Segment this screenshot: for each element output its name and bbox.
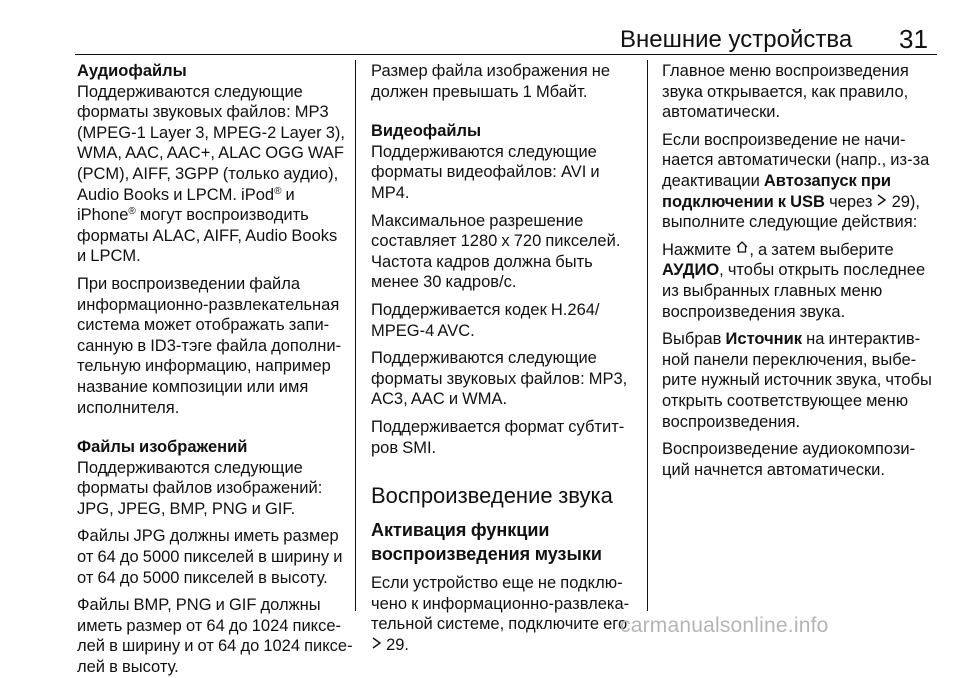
text-line: рите нужный источник звука, чтобы [662, 371, 932, 390]
activation-heading [371, 518, 634, 566]
subsection-line: Активация функции [371, 520, 550, 541]
text-span: могут воспроизводить [135, 206, 309, 225]
text-line: WMA, AAC, AAC+, ALAC OGG WAF [77, 144, 344, 163]
text-line: Файлы JPG должны иметь размер [77, 527, 339, 546]
text-line: от 64 до 5000 пикселей в ширину и [77, 548, 343, 567]
text-line: лей в ширину и от 64 до 1024 пиксе- [77, 637, 353, 656]
video-audio-paragraph [371, 348, 634, 410]
text-line: Файлы BMP, PNG и GIF должны [77, 596, 321, 615]
main-menu-paragraph [662, 61, 937, 123]
text-line: воспроизведения. [662, 412, 801, 431]
registered-mark: ® [274, 185, 282, 197]
text-line: ной панели переключения, выбе- [662, 350, 917, 369]
text-line: от 64 до 5000 пикселей в высоту. [77, 568, 328, 587]
id3-paragraph [77, 274, 345, 418]
text-line [662, 240, 937, 261]
text-line: AC3, AAC и WMA. [371, 390, 508, 409]
video-formats-paragraph [371, 142, 634, 204]
page-title: Внешние устройства [620, 26, 853, 53]
text-line: информационно-развлекательная [77, 295, 340, 314]
text-line: (PCM), AIFF, 3GPP (только аудио), [77, 164, 339, 183]
text-span: через [824, 192, 877, 211]
text-line: лей в высоту. [77, 658, 179, 677]
text-line: автоматически. [662, 103, 781, 122]
text-line: Частота кадров должна быть [371, 252, 593, 271]
text-line [662, 260, 937, 281]
subsection-line: воспроизведения музыки [371, 544, 602, 565]
setting-name: Автозапуск при [763, 171, 892, 190]
setting-name: подключении к USB [662, 192, 825, 211]
connect-paragraph [371, 573, 634, 655]
text-line: и LPCM. [77, 247, 141, 266]
text-line: Если устройство еще не подклю- [371, 574, 623, 593]
text-line: форматы файлов изображений: [77, 479, 323, 498]
page-reference[interactable]: 29. [382, 635, 410, 654]
text-line: Максимальное разрешение [371, 211, 584, 230]
text-line: Если воспроизведение не начи- [662, 130, 906, 149]
text-span: деактивации [662, 171, 764, 190]
source-paragraph [662, 329, 937, 432]
page-number: 31 [899, 24, 928, 54]
arrow-ref-icon[interactable] [876, 194, 887, 208]
home-icon [735, 240, 749, 256]
image-formats-paragraph [77, 458, 345, 520]
text-line: тельную информацию, например [77, 357, 331, 376]
text-span: , чтобы открыть последнее [719, 261, 926, 280]
text-line: должен превышать 1 Мбайт. [371, 82, 588, 101]
text-line: Поддерживаются следующие [371, 142, 597, 161]
registered-mark: ® [128, 206, 136, 218]
text-line: Главное меню воспроизведения [662, 62, 909, 80]
text-line: чено к информационно-развлека- [371, 594, 630, 613]
column-divider-2 [647, 60, 648, 611]
column-2 [371, 61, 634, 655]
text-line: форматы ALAC, AIFF, Audio Books [77, 226, 338, 245]
section-heading: Воспроизведение звука [371, 483, 613, 509]
text-line [662, 171, 937, 192]
text-line: тельной системе, подключите его [371, 615, 628, 634]
text-span: Выбрав [662, 330, 726, 349]
column-3 [662, 61, 937, 480]
image-size-paragraph [371, 61, 634, 102]
text-span: и [281, 185, 295, 204]
text-line: форматы звуковых файлов: MP3 [77, 103, 329, 122]
text-line: нается автоматически (напр., из-за [662, 151, 930, 170]
text-line: Поддерживаются следующие [371, 349, 597, 368]
text-line: (MPEG-1 Layer 3, MPEG-2 Layer 3), [77, 123, 346, 142]
text-line: из выбранных главных меню [662, 281, 883, 300]
codec-paragraph [371, 300, 634, 341]
jpg-size-paragraph [77, 526, 345, 588]
image-files-heading: Файлы изображений [77, 438, 248, 457]
text-line: Поддерживается кодек H.264/ [371, 300, 600, 319]
text-line: Размер файла изображения не [371, 62, 611, 80]
subtitle-paragraph [371, 417, 634, 458]
autoplay-paragraph [662, 439, 937, 480]
text-line: название композиции или имя [77, 377, 309, 396]
text-line [77, 205, 345, 226]
text-span: iPhone [77, 206, 129, 225]
text-line: иметь размер от 64 до 1024 пиксе- [77, 616, 341, 635]
text-line: ров SMI. [371, 438, 437, 457]
audio-files-heading: Аудиофайлы [77, 62, 187, 80]
bmp-size-paragraph [77, 595, 353, 677]
press-home-paragraph [662, 240, 937, 322]
text-span: , а затем выберите [749, 240, 894, 259]
text-line: исполнителя. [77, 398, 180, 417]
text-line: воспроизведения звука. [662, 302, 846, 321]
arrow-ref-icon[interactable] [371, 637, 382, 651]
text-line: система может отображать запи- [77, 316, 330, 335]
resolution-paragraph [371, 211, 634, 293]
text-line: составляет 1280 x 720 пикселей. [371, 232, 621, 251]
text-line: форматы звуковых файлов: MP3, [371, 369, 628, 388]
text-line: JPG, JPEG, BMP, PNG и GIF. [77, 499, 296, 518]
text-line: открыть соответствующее меню [662, 391, 909, 410]
text-line: звука открывается, как правило, [662, 82, 909, 101]
text-line: Воспроизведение аудиокомпози- [662, 440, 916, 459]
audio-files-paragraph [77, 82, 345, 267]
text-span: на интерактив- [802, 330, 921, 349]
text-line: При воспроизведении файла [77, 274, 301, 293]
text-line [662, 329, 937, 350]
column-divider-1 [355, 60, 356, 611]
text-line: Поддерживаются следующие [77, 82, 303, 101]
text-line: MPEG-4 AVC. [371, 321, 475, 340]
text-line [77, 185, 345, 206]
video-files-heading: Видеофайлы [371, 122, 482, 141]
page-reference[interactable]: 29), [887, 192, 921, 211]
text-line: санную в ID3-тэге файла дополни- [77, 336, 342, 355]
text-line: выполните следующие действия: [662, 213, 918, 232]
autostart-paragraph [662, 130, 937, 233]
menu-item-name: АУДИО [662, 261, 720, 280]
text-line: форматы видеофайлов: AVI и [371, 163, 600, 182]
text-line: Поддерживается формат субтит- [371, 417, 625, 436]
watermark: carmanualsonline.info [620, 614, 829, 637]
text-line: MP4. [371, 183, 410, 202]
text-line [371, 635, 634, 656]
column-1 [77, 61, 353, 678]
text-line [662, 192, 937, 213]
text-line: Поддерживаются следующие [77, 458, 303, 477]
header-divider [75, 54, 937, 55]
text-span: Audio Books и LPCM. iPod [77, 185, 275, 204]
text-line: ций начнется автоматически. [662, 460, 885, 479]
text-line: менее 30 кадров/с. [371, 273, 517, 292]
text-span: Нажмите [662, 240, 736, 259]
menu-item-name: Источник [725, 330, 803, 349]
